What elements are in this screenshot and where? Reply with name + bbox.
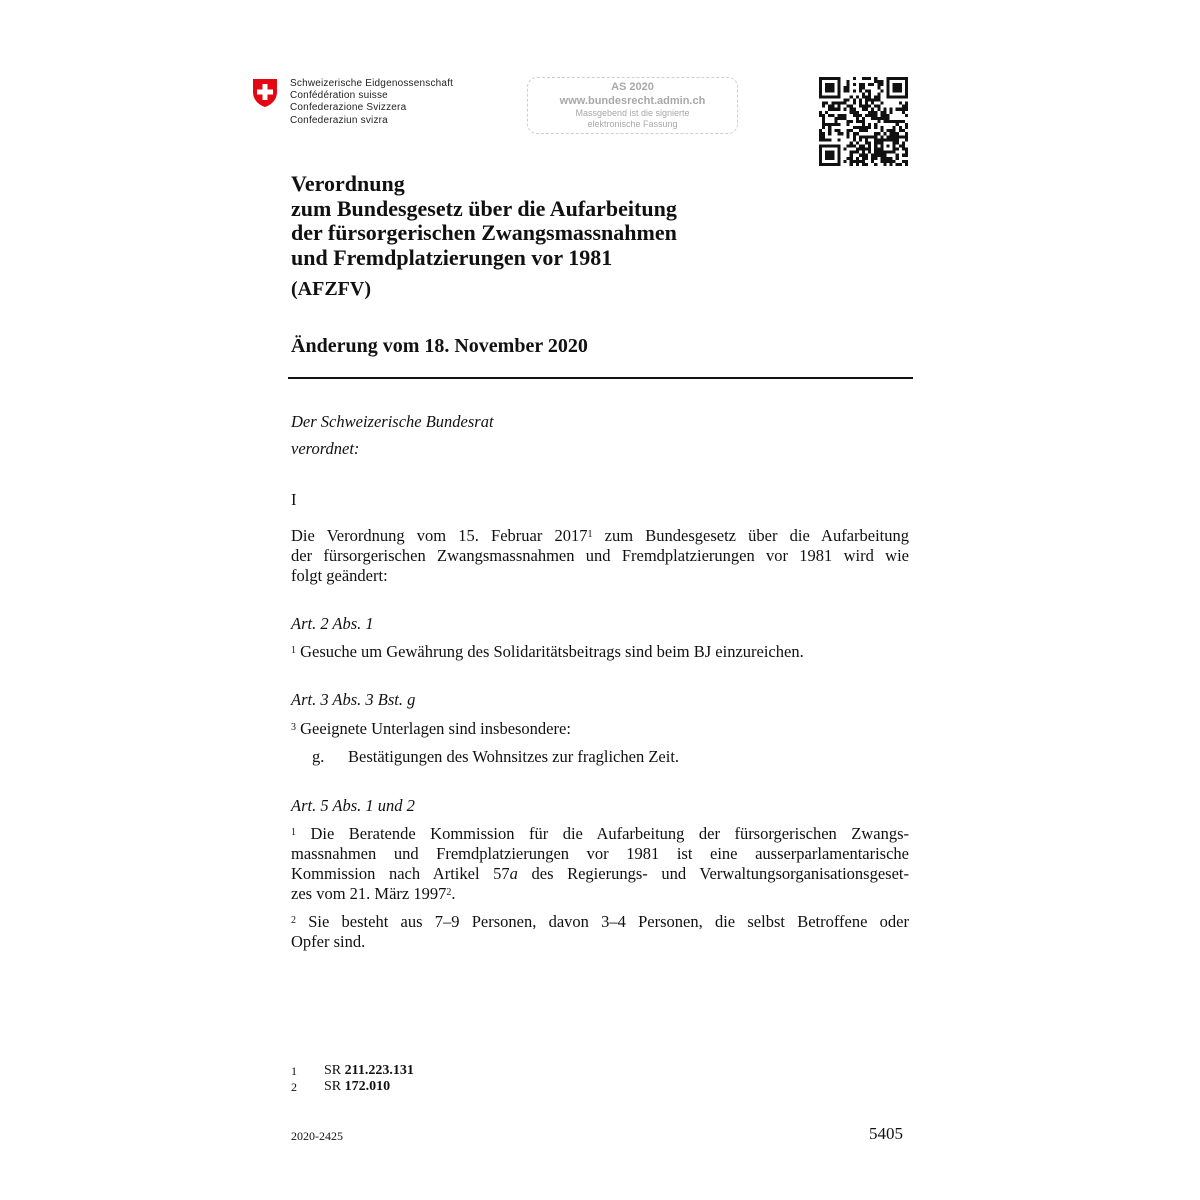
paragraph-text-italic: a xyxy=(509,864,518,883)
paragraph-number: 2 xyxy=(291,915,296,926)
title-abbreviation: (AFZFV) xyxy=(291,278,371,300)
footnote-prefix: SR xyxy=(324,1063,345,1078)
article-paragraph xyxy=(291,719,571,739)
intro-paragraph xyxy=(291,526,909,586)
footnote-prefix: SR xyxy=(324,1079,345,1094)
article-paragraph xyxy=(291,824,909,904)
as-stamp xyxy=(527,77,738,134)
paragraph-text: des Regierungs- und Verwaltungsorganisationsgeset- xyxy=(517,864,909,883)
title-line: der fürsorgerischen Zwangsmassnahmen xyxy=(291,220,677,245)
title-line: und Fremdplatzierungen vor 1981 xyxy=(291,244,613,270)
paragraph-line xyxy=(291,884,909,904)
paragraph-line xyxy=(291,864,909,884)
article-paragraph xyxy=(291,642,804,662)
paragraph-number: 1 xyxy=(291,645,296,656)
paragraph-text: Sie besteht aus 7–9 Personen, davon 3–4 Personen, die selbst Betroffene oder xyxy=(296,912,909,931)
confederation-name-de: Schweizerische Eidgenossenschaft xyxy=(290,78,454,89)
paragraph-line xyxy=(291,912,909,932)
paragraph-number: 1 xyxy=(291,827,296,838)
qr-code-icon xyxy=(819,77,908,166)
list-item-text: Bestätigungen des Wohnsitzes zur fraglichen Zeit. xyxy=(348,747,680,766)
as-stamp-note-1: Massgebend ist die signierte xyxy=(575,108,690,118)
article-paragraph xyxy=(291,912,909,952)
as-stamp-title: AS 2020 xyxy=(611,81,654,93)
article-heading: Art. 2 Abs. 1 xyxy=(291,614,374,633)
footnote-ref[interactable]: 1 xyxy=(587,529,593,540)
paragraph-text: Kommission nach Artikel 57 xyxy=(291,864,510,883)
article-heading: Art. 5 Abs. 1 und 2 xyxy=(291,796,415,815)
footnote xyxy=(291,1079,414,1095)
preamble-verb: verordnet: xyxy=(291,439,360,458)
paragraph-line: massnahmen und Fremdplatzierungen vor 1981 ist eine ausserparlamentarische xyxy=(291,844,909,863)
footnote xyxy=(291,1063,414,1079)
footnote-number: 2 xyxy=(291,1080,297,1094)
footnotes xyxy=(291,1063,414,1095)
footnote-sr-link[interactable]: 172.010 xyxy=(344,1079,391,1094)
footnote-number: 1 xyxy=(291,1064,297,1078)
section-number: I xyxy=(291,490,297,509)
intro-line xyxy=(291,526,909,546)
article-heading: Art. 3 Abs. 3 Bst. g xyxy=(291,690,416,709)
document-number: 2020-2425 xyxy=(291,1129,343,1143)
confederation-name-rm: Confederaziun svizra xyxy=(290,114,388,126)
footnote-ref[interactable]: 2 xyxy=(446,887,452,898)
intro-text: Die Verordnung vom 15. Februar 2017 xyxy=(291,526,588,545)
list-item-letter: g. xyxy=(312,747,325,766)
as-stamp-note-2: elektronische Fassung xyxy=(587,119,678,129)
intro-text: zum Bundesgesetz über die Aufarbeitung xyxy=(592,526,909,545)
as-stamp-url: www.bundesrecht.admin.ch xyxy=(559,95,706,107)
paragraph-text: Geeignete Unterlagen sind insbesondere: xyxy=(296,719,571,738)
paragraph-text: Gesuche um Gewährung des Solidaritätsbeitrags sind beim BJ einzureichen. xyxy=(296,642,804,661)
confederation-name-fr: Confédération suisse xyxy=(290,90,388,102)
footnote-sr-link[interactable]: 211.223.131 xyxy=(344,1063,414,1078)
title-line: zum Bundesgesetz über die Aufarbeitung xyxy=(291,195,677,221)
paragraph-line: Opfer sind. xyxy=(291,932,366,951)
confederation-name-it: Confederazione Svizzera xyxy=(290,102,407,114)
paragraph-text: Die Beratende Kommission für die Aufarbeitung der fürsorgerischen Zwangs- xyxy=(296,824,909,843)
intro-line: der fürsorgerischen Zwangsmassnahmen und Fremdplatzierungen vor 1981 wird wie xyxy=(291,546,909,565)
title-divider xyxy=(288,377,913,379)
paragraph-number: 3 xyxy=(291,722,296,733)
page-number: 5405 xyxy=(869,1124,903,1143)
preamble xyxy=(291,408,494,462)
paragraph-line xyxy=(291,824,909,844)
amendment-date: Änderung vom 18. November 2020 xyxy=(291,335,588,357)
document-title xyxy=(291,172,677,270)
confederation-names xyxy=(290,78,453,127)
preamble-authority: Der Schweizerische Bundesrat xyxy=(291,412,494,431)
title-line: Verordnung xyxy=(291,171,405,196)
intro-line: folgt geändert: xyxy=(291,566,388,585)
swiss-crest-icon xyxy=(252,78,278,108)
paragraph-text: . xyxy=(451,884,456,903)
paragraph-text: zes vom 21. März 1997 xyxy=(291,884,447,903)
